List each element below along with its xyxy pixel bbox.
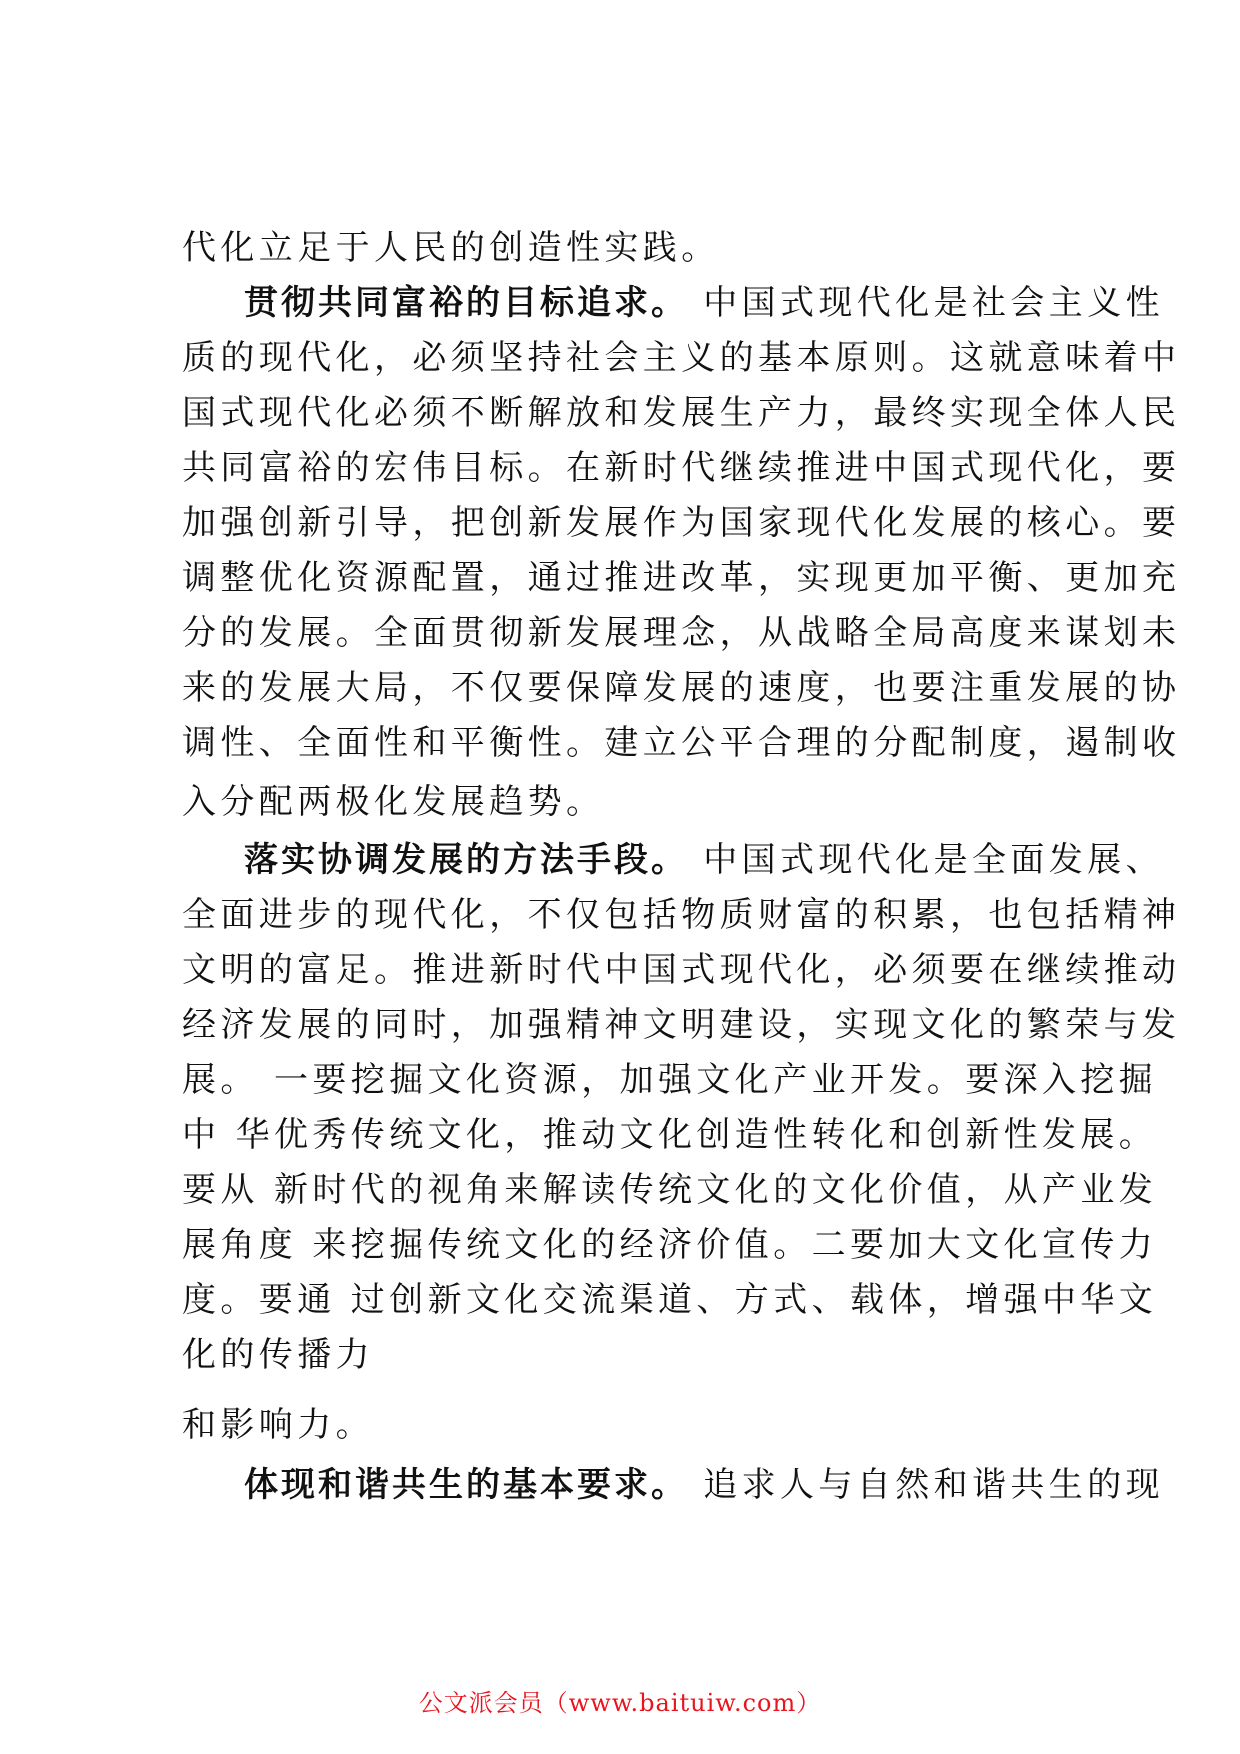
line-text: 化的传播力: [182, 1335, 374, 1375]
line-text: 展角度 来挖掘传统文化的经济价值。二要加大文化宣传力: [182, 1225, 1158, 1265]
text-line: [182, 393, 1180, 433]
line-text: 展。 一要挖掘文化资源，加强文化产业开发。要深入挖掘: [182, 1060, 1158, 1100]
text-line: [182, 228, 720, 268]
line-text: 中 华优秀传统文化，推动文化创造性转化和创新性发展。: [182, 1115, 1158, 1155]
line-text: 加强创新引导，把创新发展作为国家现代化发展的核心。要: [182, 503, 1181, 543]
line-text: 追求人与自然和谐共生的现: [688, 1465, 1165, 1505]
line-text: 入分配两极化发展趋势。: [182, 782, 605, 822]
text-line: [182, 1335, 374, 1375]
text-line: [182, 448, 1180, 488]
line-text: 中国式现代化是全面发展、: [688, 840, 1165, 880]
section-heading-line: [244, 283, 1164, 323]
text-line: [182, 950, 1180, 990]
line-text: 和影响力。: [182, 1405, 374, 1445]
text-line: [182, 782, 604, 822]
text-line: [182, 1115, 1157, 1155]
section-heading-line: [244, 840, 1164, 880]
text-line: [182, 1060, 1157, 1100]
text-line: [182, 558, 1180, 598]
text-line: [182, 338, 1180, 378]
text-line: [182, 1170, 1157, 1210]
text-line: [182, 1405, 374, 1445]
line-text: 中国式现代化是社会主义性: [688, 283, 1165, 323]
text-line: [182, 1280, 1157, 1320]
line-text: 度。要通 过创新文化交流渠道、方式、载体，增强中华文: [182, 1280, 1158, 1320]
line-text: 分的发展。全面贯彻新发展理念，从战略全局高度来谋划未: [182, 613, 1181, 653]
text-line: [182, 668, 1180, 708]
footer-watermark: 公文派会员（www.baituiw.com）: [418, 1689, 822, 1717]
text-line: [182, 1225, 1157, 1265]
line-text: 调性、全面性和平衡性。建立公平合理的分配制度，遏制收: [182, 723, 1181, 763]
line-text: 调整优化资源配置，通过推进改革，实现更加平衡、更加充: [182, 558, 1181, 598]
line-text: 来的发展大局，不仅要保障发展的速度，也要注重发展的协: [182, 668, 1181, 708]
text-line: [182, 895, 1180, 935]
line-text: 共同富裕的宏伟目标。在新时代继续推进中国式现代化，要: [182, 448, 1181, 488]
line-text: 全面进步的现代化，不仅包括物质财富的积累，也包括精神: [182, 895, 1181, 935]
line-text: 质的现代化，必须坚持社会主义的基本原则。这就意味着中: [182, 338, 1181, 378]
text-line: [182, 613, 1180, 653]
section-heading: 体现和谐共生的基本要求。: [244, 1465, 688, 1505]
section-heading: 贯彻共同富裕的目标追求。: [244, 283, 688, 323]
line-text: 国式现代化必须不断解放和发展生产力，最终实现全体人民: [182, 393, 1181, 433]
text-line: [182, 723, 1180, 763]
line-text: 代化立足于人民的创造性实践。: [182, 228, 720, 268]
section-heading-line: [244, 1465, 1164, 1505]
section-heading: 落实协调发展的方法手段。: [244, 840, 688, 880]
line-text: 文明的富足。推进新时代中国式现代化，必须要在继续推动: [182, 950, 1181, 990]
line-text: 要从 新时代的视角来解读传统文化的文化价值，从产业发: [182, 1170, 1158, 1210]
text-line: [182, 1005, 1180, 1045]
line-text: 经济发展的同时，加强精神文明建设，实现文化的繁荣与发: [182, 1005, 1181, 1045]
text-line: [182, 503, 1180, 543]
